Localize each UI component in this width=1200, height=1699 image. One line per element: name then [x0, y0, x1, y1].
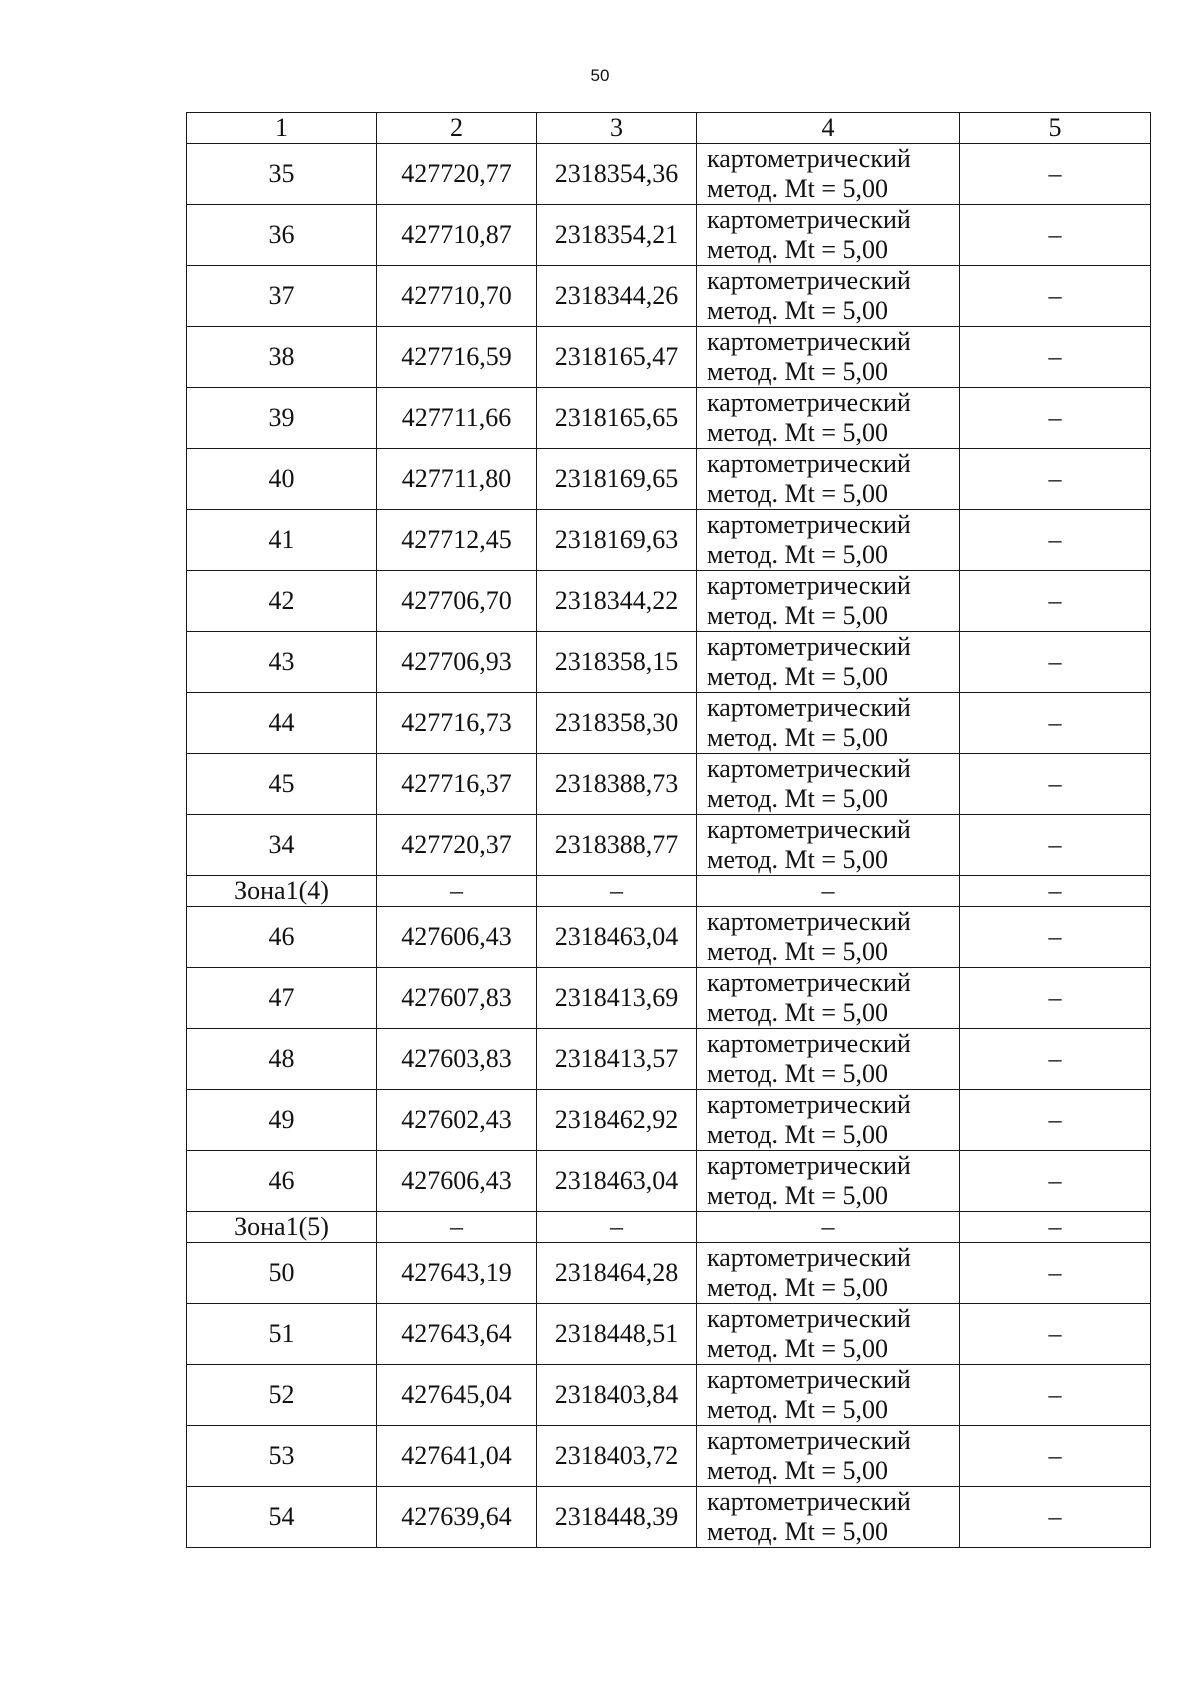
- point-number: 34: [187, 815, 377, 876]
- point-number: 42: [187, 571, 377, 632]
- point-number: 39: [187, 388, 377, 449]
- coordinate-x: 427720,37: [377, 815, 537, 876]
- method-line-1: картометрический: [707, 1090, 911, 1119]
- method-line-2: метод. Mt = 5,00: [707, 235, 888, 264]
- method-line-1: картометрический: [707, 266, 911, 295]
- coordinate-x: 427606,43: [377, 907, 537, 968]
- method-line-1: картометрический: [707, 693, 911, 722]
- method-cell: [697, 205, 960, 266]
- method-line-1: картометрический: [707, 968, 911, 997]
- column-5-value: –: [960, 1365, 1151, 1426]
- coordinate-y: 2318358,15: [537, 632, 697, 693]
- column-5-value: –: [960, 1426, 1151, 1487]
- table-row: [187, 693, 1151, 754]
- coordinate-y: 2318344,22: [537, 571, 697, 632]
- method-line-2: метод. Mt = 5,00: [707, 540, 888, 569]
- method-line-2: метод. Mt = 5,00: [707, 1456, 888, 1485]
- coordinate-x: 427606,43: [377, 1151, 537, 1212]
- method-cell: [697, 1487, 960, 1548]
- column-5-value: –: [960, 449, 1151, 510]
- coordinate-x: 427716,73: [377, 693, 537, 754]
- coordinate-x: 427641,04: [377, 1426, 537, 1487]
- table-body: [187, 144, 1151, 1548]
- column-5-value: –: [960, 693, 1151, 754]
- column-5-value: –: [960, 571, 1151, 632]
- zone-cell-4: –: [697, 876, 960, 907]
- point-number: 43: [187, 632, 377, 693]
- method-cell: [697, 1029, 960, 1090]
- method-cell: [697, 1304, 960, 1365]
- method-line-2: метод. Mt = 5,00: [707, 1273, 888, 1302]
- coordinate-x: 427643,19: [377, 1243, 537, 1304]
- coordinate-x: 427643,64: [377, 1304, 537, 1365]
- page-number: 50: [590, 66, 610, 85]
- coordinate-y: 2318344,26: [537, 266, 697, 327]
- coordinate-y: 2318354,36: [537, 144, 697, 205]
- table-row: [187, 1090, 1151, 1151]
- table-row: [187, 571, 1151, 632]
- point-number: 49: [187, 1090, 377, 1151]
- point-number: 48: [187, 1029, 377, 1090]
- column-5-value: –: [960, 632, 1151, 693]
- column-5-value: –: [960, 144, 1151, 205]
- coordinate-y: 2318463,04: [537, 907, 697, 968]
- method-line-1: картометрический: [707, 1304, 911, 1333]
- column-5-value: –: [960, 754, 1151, 815]
- column-5-value: –: [960, 907, 1151, 968]
- method-line-1: картометрический: [707, 205, 911, 234]
- method-line-2: метод. Mt = 5,00: [707, 174, 888, 203]
- method-line-1: картометрический: [707, 144, 911, 173]
- coordinate-y: 2318165,47: [537, 327, 697, 388]
- table-row: [187, 1487, 1151, 1548]
- zone-cell-4: –: [697, 1212, 960, 1243]
- coordinate-x: 427639,64: [377, 1487, 537, 1548]
- column-header-1: 1: [187, 113, 377, 144]
- zone-label: Зона1(4): [187, 876, 377, 907]
- coordinate-y: 2318448,51: [537, 1304, 697, 1365]
- coordinates-table: [186, 112, 1151, 1548]
- coordinate-x: 427706,70: [377, 571, 537, 632]
- coordinate-y: 2318463,04: [537, 1151, 697, 1212]
- method-line-1: картометрический: [707, 510, 911, 539]
- method-cell: [697, 144, 960, 205]
- method-cell: [697, 327, 960, 388]
- method-cell: [697, 266, 960, 327]
- header-row: [187, 113, 1151, 144]
- method-line-2: метод. Mt = 5,00: [707, 418, 888, 447]
- coordinate-y: 2318169,65: [537, 449, 697, 510]
- table-header: [187, 113, 1151, 144]
- coordinate-y: 2318413,57: [537, 1029, 697, 1090]
- method-cell: [697, 968, 960, 1029]
- coordinate-y: 2318464,28: [537, 1243, 697, 1304]
- column-5-value: –: [960, 815, 1151, 876]
- table-row: [187, 1365, 1151, 1426]
- method-line-2: метод. Mt = 5,00: [707, 1334, 888, 1363]
- coordinate-y: 2318354,21: [537, 205, 697, 266]
- method-line-2: метод. Mt = 5,00: [707, 1059, 888, 1088]
- point-number: 45: [187, 754, 377, 815]
- method-cell: [697, 388, 960, 449]
- zone-cell-2: –: [377, 1212, 537, 1243]
- method-line-1: картометрический: [707, 327, 911, 356]
- point-number: 52: [187, 1365, 377, 1426]
- coordinate-x: 427720,77: [377, 144, 537, 205]
- table-row: [187, 907, 1151, 968]
- method-line-1: картометрический: [707, 1243, 911, 1272]
- zone-row: [187, 876, 1151, 907]
- column-5-value: –: [960, 388, 1151, 449]
- method-cell: [697, 1365, 960, 1426]
- method-cell: [697, 815, 960, 876]
- coordinate-y: 2318462,92: [537, 1090, 697, 1151]
- table-row: [187, 266, 1151, 327]
- coordinate-x: 427602,43: [377, 1090, 537, 1151]
- method-cell: [697, 449, 960, 510]
- column-5-value: –: [960, 1487, 1151, 1548]
- coordinate-x: 427712,45: [377, 510, 537, 571]
- method-line-2: метод. Mt = 5,00: [707, 1517, 888, 1546]
- column-header-5: 5: [960, 113, 1151, 144]
- point-number: 53: [187, 1426, 377, 1487]
- point-number: 37: [187, 266, 377, 327]
- coordinate-y: 2318403,84: [537, 1365, 697, 1426]
- point-number: 38: [187, 327, 377, 388]
- point-number: 41: [187, 510, 377, 571]
- method-line-1: картометрический: [707, 388, 911, 417]
- coordinate-x: 427710,87: [377, 205, 537, 266]
- method-cell: [697, 1243, 960, 1304]
- column-5-value: –: [960, 1090, 1151, 1151]
- method-cell: [697, 632, 960, 693]
- point-number: 46: [187, 1151, 377, 1212]
- point-number: 46: [187, 907, 377, 968]
- zone-cell-5: –: [960, 876, 1151, 907]
- column-5-value: –: [960, 205, 1151, 266]
- column-5-value: –: [960, 266, 1151, 327]
- coordinate-x: 427603,83: [377, 1029, 537, 1090]
- method-line-1: картометрический: [707, 632, 911, 661]
- method-line-1: картометрический: [707, 754, 911, 783]
- point-number: 40: [187, 449, 377, 510]
- column-5-value: –: [960, 1304, 1151, 1365]
- zone-cell-5: –: [960, 1212, 1151, 1243]
- table-row: [187, 510, 1151, 571]
- coordinate-y: 2318165,65: [537, 388, 697, 449]
- method-line-1: картометрический: [707, 1487, 911, 1516]
- method-line-1: картометрический: [707, 815, 911, 844]
- table-row: [187, 815, 1151, 876]
- column-5-value: –: [960, 1029, 1151, 1090]
- coordinate-y: 2318358,30: [537, 693, 697, 754]
- method-line-1: картометрический: [707, 1365, 911, 1394]
- coordinate-y: 2318448,39: [537, 1487, 697, 1548]
- method-cell: [697, 571, 960, 632]
- table-row: [187, 1304, 1151, 1365]
- point-number: 50: [187, 1243, 377, 1304]
- zone-cell-3: –: [537, 876, 697, 907]
- method-line-1: картометрический: [707, 1151, 911, 1180]
- zone-label: Зона1(5): [187, 1212, 377, 1243]
- coordinate-x: 427716,37: [377, 754, 537, 815]
- column-5-value: –: [960, 1243, 1151, 1304]
- method-line-2: метод. Mt = 5,00: [707, 296, 888, 325]
- table-row: [187, 327, 1151, 388]
- method-line-2: метод. Mt = 5,00: [707, 601, 888, 630]
- table-row: [187, 754, 1151, 815]
- method-line-2: метод. Mt = 5,00: [707, 1395, 888, 1424]
- method-line-2: метод. Mt = 5,00: [707, 1120, 888, 1149]
- coordinate-x: 427710,70: [377, 266, 537, 327]
- method-cell: [697, 907, 960, 968]
- column-header-4: 4: [697, 113, 960, 144]
- coordinate-y: 2318169,63: [537, 510, 697, 571]
- method-line-2: метод. Mt = 5,00: [707, 937, 888, 966]
- zone-row: [187, 1212, 1151, 1243]
- method-line-2: метод. Mt = 5,00: [707, 723, 888, 752]
- method-line-1: картометрический: [707, 907, 911, 936]
- method-line-2: метод. Mt = 5,00: [707, 845, 888, 874]
- method-cell: [697, 1090, 960, 1151]
- method-cell: [697, 510, 960, 571]
- coordinate-x: 427645,04: [377, 1365, 537, 1426]
- coordinate-x: 427607,83: [377, 968, 537, 1029]
- coordinate-y: 2318413,69: [537, 968, 697, 1029]
- coordinate-x: 427706,93: [377, 632, 537, 693]
- table-row: [187, 968, 1151, 1029]
- zone-cell-3: –: [537, 1212, 697, 1243]
- table-row: [187, 388, 1151, 449]
- method-line-2: метод. Mt = 5,00: [707, 662, 888, 691]
- point-number: 54: [187, 1487, 377, 1548]
- method-line-2: метод. Mt = 5,00: [707, 998, 888, 1027]
- point-number: 36: [187, 205, 377, 266]
- point-number: 44: [187, 693, 377, 754]
- table-row: [187, 205, 1151, 266]
- coordinate-x: 427711,80: [377, 449, 537, 510]
- table-row: [187, 1151, 1151, 1212]
- coordinate-y: 2318403,72: [537, 1426, 697, 1487]
- point-number: 51: [187, 1304, 377, 1365]
- method-line-1: картометрический: [707, 1426, 911, 1455]
- coordinate-x: 427716,59: [377, 327, 537, 388]
- column-header-3: 3: [537, 113, 697, 144]
- method-cell: [697, 754, 960, 815]
- column-5-value: –: [960, 510, 1151, 571]
- table-row: [187, 632, 1151, 693]
- point-number: 47: [187, 968, 377, 1029]
- method-line-2: метод. Mt = 5,00: [707, 784, 888, 813]
- column-5-value: –: [960, 327, 1151, 388]
- column-5-value: –: [960, 968, 1151, 1029]
- column-5-value: –: [960, 1151, 1151, 1212]
- table-row: [187, 144, 1151, 205]
- method-line-1: картометрический: [707, 449, 911, 478]
- coordinate-y: 2318388,77: [537, 815, 697, 876]
- method-line-2: метод. Mt = 5,00: [707, 357, 888, 386]
- column-header-2: 2: [377, 113, 537, 144]
- point-number: 35: [187, 144, 377, 205]
- table-row: [187, 1243, 1151, 1304]
- coordinate-y: 2318388,73: [537, 754, 697, 815]
- coordinate-x: 427711,66: [377, 388, 537, 449]
- method-cell: [697, 1151, 960, 1212]
- method-line-2: метод. Mt = 5,00: [707, 1181, 888, 1210]
- zone-cell-2: –: [377, 876, 537, 907]
- method-line-1: картометрический: [707, 1029, 911, 1058]
- method-cell: [697, 1426, 960, 1487]
- table-row: [187, 1029, 1151, 1090]
- table-row: [187, 449, 1151, 510]
- method-line-1: картометрический: [707, 571, 911, 600]
- method-line-2: метод. Mt = 5,00: [707, 479, 888, 508]
- method-cell: [697, 693, 960, 754]
- table-row: [187, 1426, 1151, 1487]
